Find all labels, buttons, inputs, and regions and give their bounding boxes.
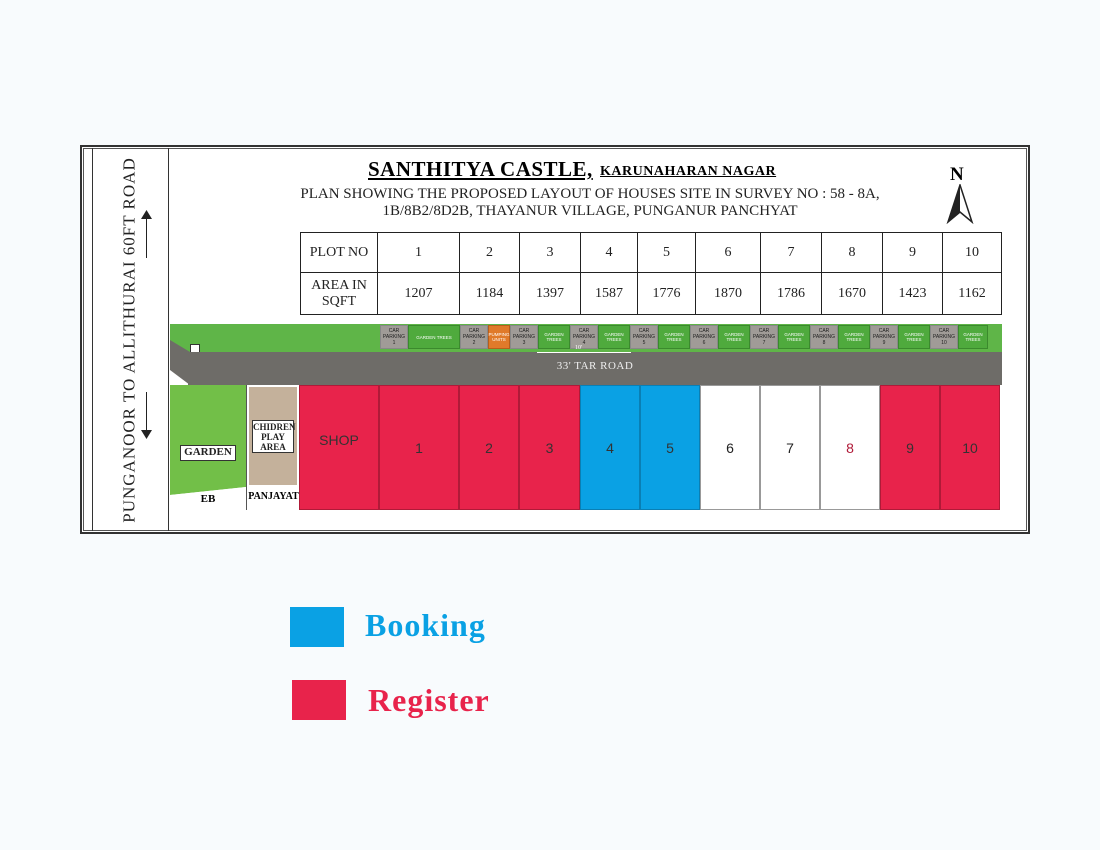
table-cell: 2 [460,233,520,273]
plot-label: 3 [545,439,554,456]
table-cell: 3 [520,233,581,273]
arrow-up-icon [141,210,152,220]
plot-label: 7 [786,439,794,456]
table-cell: 8 [822,233,883,273]
legend-booking-label: Booking [365,607,486,643]
plot-label: 1 [415,439,423,456]
garden-trees: GARDEN TREES [408,325,460,349]
plot-9[interactable] [880,385,940,510]
car-parking-5: CAR PARKING 5 [630,325,658,349]
area-header-line-1: AREA IN [311,277,367,293]
car-parking-8: CAR PARKING 8 [810,325,838,349]
table-cell: 10 [943,233,1002,273]
road-dimension-line [537,352,631,353]
garden-trees: GARDEN TREES [538,325,570,349]
table-header-area [301,273,378,315]
garden-trees: GARDEN TREES [658,325,690,349]
eb-label: EB [200,493,216,505]
arrow-down-line [146,392,147,432]
table-cell: 1670 [822,273,883,315]
table-cell: 9 [883,233,943,273]
plot-6[interactable] [700,385,760,510]
plot-label: 5 [666,439,674,456]
table-row-plot [301,233,1002,273]
plot-label: 2 [485,439,493,456]
plot-5[interactable] [640,385,700,510]
road-taper [170,340,190,390]
plot-8[interactable] [820,385,880,510]
pumping-unit: PUMPING UNITS [488,325,510,349]
area-table [300,232,1002,315]
play-area [246,385,299,510]
play-label-line-3: AREA [260,442,286,452]
table-cell: 7 [761,233,822,273]
side-road-label-wrap [94,148,166,531]
garden-area [170,385,246,510]
side-road-label: PUNGANOOR TO ALLITHURAI 60FT ROAD [120,156,139,523]
table-header-plot: PLOT NO [301,233,378,273]
table-cell: 1870 [696,273,761,315]
car-parking-9: CAR PARKING 9 [870,325,898,349]
plot-7[interactable] [760,385,820,510]
table-cell: 1184 [460,273,520,315]
car-parking-7: CAR PARKING 7 [750,325,778,349]
legend-booking-swatch [290,607,344,647]
arrow-down-icon [141,430,152,440]
table-cell: 1397 [520,273,581,315]
plot-label: 6 [726,439,734,456]
legend-register-swatch [292,680,346,720]
table-cell: 1207 [378,273,460,315]
shop-plot[interactable] [299,385,379,510]
table-cell: 5 [638,233,696,273]
table-cell: 1776 [638,273,696,315]
table-row-area [301,273,1002,315]
legend-register-label: Register [368,682,490,718]
garden-trees: GARDEN TREES [718,325,750,349]
car-parking-6: CAR PARKING 6 [690,325,718,349]
car-parking-4: CAR PARKING 4 [570,325,598,349]
play-label-line-2: PLAY [261,432,285,442]
garden-trees: GARDEN TREES [898,325,930,349]
car-parking-3: CAR PARKING 3 [510,325,538,349]
arrow-up-line [146,216,147,258]
table-cell: 6 [696,233,761,273]
north-arrow-icon [946,184,974,224]
car-parking-1: CAR PARKING 1 [380,325,408,349]
table-cell: 4 [581,233,638,273]
plot-10[interactable] [940,385,1000,510]
garden-trees: GARDEN TREES [838,325,870,349]
plot-label: 8 [846,439,854,456]
plot-label: 4 [606,439,614,456]
play-label-line-1: CHIDREN [253,422,296,432]
description-line-2: 1B/8B2/8D2B, THAYANUR VILLAGE, PUNGANUR PANCHYAT [382,203,798,219]
plot-3[interactable] [519,385,580,510]
plot-2[interactable] [459,385,519,510]
table-cell: 1786 [761,273,822,315]
garden-trees: GARDEN TREES [778,325,810,349]
plot-label: 10 [962,439,978,456]
car-parking-2: CAR PARKING 2 [460,325,488,349]
garden-trees: GARDEN TREES [958,325,988,349]
table-cell: 1 [378,233,460,273]
plot-label: 9 [906,439,914,456]
page-subtitle: KARUNAHARAN NAGAR [600,164,777,179]
road-label: 33' TAR ROAD [556,360,634,372]
table-cell: 1587 [581,273,638,315]
plot-1[interactable] [379,385,459,510]
garden-label: GARDEN [180,445,236,461]
page-title: SANTHITYA CASTLE, [368,157,593,181]
shop-label: SHOP [319,432,359,448]
north-label: N [950,164,964,185]
table-cell: 1162 [943,273,1002,315]
panjayat-label: PANJAYAT [248,491,299,502]
road-dimension-label: 10' [575,345,583,351]
table-cell: 1423 [883,273,943,315]
parking-strip [380,324,1000,352]
garden-trees: GARDEN TREES [598,325,630,349]
play-area-label [252,420,294,453]
car-parking-10: CAR PARKING 10 [930,325,958,349]
area-header-line-2: SQFT [321,293,357,309]
description-line-1: PLAN SHOWING THE PROPOSED LAYOUT OF HOUSES SITE IN SURVEY NO : 58 - 8A, [300,186,880,202]
plot-4[interactable] [580,385,640,510]
